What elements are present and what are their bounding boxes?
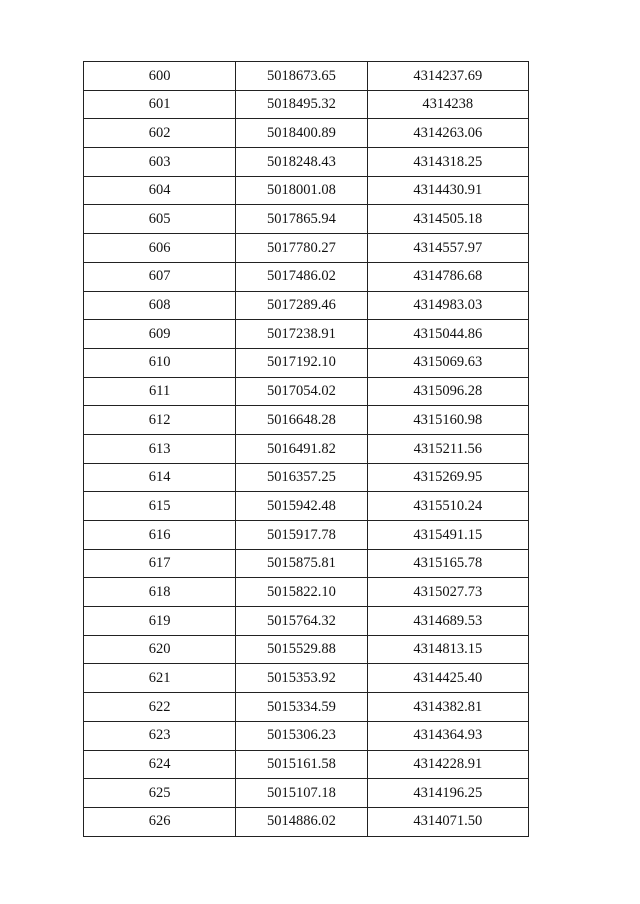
x-coordinate-cell: 5017238.91 [236, 320, 367, 349]
y-coordinate-cell: 4315211.56 [367, 434, 528, 463]
point-number-cell: 600 [84, 62, 236, 91]
point-number-cell: 619 [84, 607, 236, 636]
x-coordinate-cell: 5015942.48 [236, 492, 367, 521]
y-coordinate-cell: 4315069.63 [367, 348, 528, 377]
table-row [84, 262, 529, 291]
y-coordinate-cell: 4315269.95 [367, 463, 528, 492]
table-body [84, 62, 529, 837]
point-number-cell: 624 [84, 750, 236, 779]
point-number-cell: 606 [84, 234, 236, 263]
table-row [84, 807, 529, 836]
point-number-cell: 625 [84, 779, 236, 808]
table-row [84, 664, 529, 693]
point-number-cell: 618 [84, 578, 236, 607]
point-number-cell: 604 [84, 176, 236, 205]
table-row [84, 635, 529, 664]
x-coordinate-cell: 5017865.94 [236, 205, 367, 234]
x-coordinate-cell: 5017054.02 [236, 377, 367, 406]
point-number-cell: 608 [84, 291, 236, 320]
y-coordinate-cell: 4315510.24 [367, 492, 528, 521]
y-coordinate-cell: 4315044.86 [367, 320, 528, 349]
table-row [84, 693, 529, 722]
table-row [84, 463, 529, 492]
y-coordinate-cell: 4314430.91 [367, 176, 528, 205]
point-number-cell: 601 [84, 90, 236, 119]
x-coordinate-cell: 5018001.08 [236, 176, 367, 205]
y-coordinate-cell: 4315096.28 [367, 377, 528, 406]
x-coordinate-cell: 5017486.02 [236, 262, 367, 291]
point-number-cell: 611 [84, 377, 236, 406]
point-number-cell: 621 [84, 664, 236, 693]
y-coordinate-cell: 4314382.81 [367, 693, 528, 722]
point-number-cell: 602 [84, 119, 236, 148]
y-coordinate-cell: 4314786.68 [367, 262, 528, 291]
x-coordinate-cell: 5016491.82 [236, 434, 367, 463]
x-coordinate-cell: 5015107.18 [236, 779, 367, 808]
x-coordinate-cell: 5018400.89 [236, 119, 367, 148]
point-number-cell: 615 [84, 492, 236, 521]
x-coordinate-cell: 5015917.78 [236, 521, 367, 550]
point-number-cell: 616 [84, 521, 236, 550]
point-number-cell: 614 [84, 463, 236, 492]
point-number-cell: 623 [84, 721, 236, 750]
table-row [84, 549, 529, 578]
table-row [84, 607, 529, 636]
table-row [84, 377, 529, 406]
x-coordinate-cell: 5015529.88 [236, 635, 367, 664]
x-coordinate-cell: 5016357.25 [236, 463, 367, 492]
coordinate-table [83, 61, 529, 837]
table-row [84, 176, 529, 205]
table-row [84, 291, 529, 320]
y-coordinate-cell: 4314263.06 [367, 119, 528, 148]
x-coordinate-cell: 5015161.58 [236, 750, 367, 779]
y-coordinate-cell: 4314071.50 [367, 807, 528, 836]
y-coordinate-cell: 4315027.73 [367, 578, 528, 607]
y-coordinate-cell: 4314238 [367, 90, 528, 119]
y-coordinate-cell: 4314813.15 [367, 635, 528, 664]
y-coordinate-cell: 4314364.93 [367, 721, 528, 750]
point-number-cell: 605 [84, 205, 236, 234]
y-coordinate-cell: 4315491.15 [367, 521, 528, 550]
table-row [84, 750, 529, 779]
table-row [84, 62, 529, 91]
point-number-cell: 610 [84, 348, 236, 377]
table-row [84, 521, 529, 550]
point-number-cell: 609 [84, 320, 236, 349]
table-row [84, 90, 529, 119]
point-number-cell: 603 [84, 148, 236, 177]
table-row [84, 721, 529, 750]
x-coordinate-cell: 5017192.10 [236, 348, 367, 377]
x-coordinate-cell: 5016648.28 [236, 406, 367, 435]
point-number-cell: 607 [84, 262, 236, 291]
table-row [84, 205, 529, 234]
table-row [84, 148, 529, 177]
y-coordinate-cell: 4314689.53 [367, 607, 528, 636]
table-row [84, 320, 529, 349]
y-coordinate-cell: 4314228.91 [367, 750, 528, 779]
y-coordinate-cell: 4314983.03 [367, 291, 528, 320]
x-coordinate-cell: 5015875.81 [236, 549, 367, 578]
y-coordinate-cell: 4314505.18 [367, 205, 528, 234]
point-number-cell: 622 [84, 693, 236, 722]
x-coordinate-cell: 5018495.32 [236, 90, 367, 119]
x-coordinate-cell: 5018673.65 [236, 62, 367, 91]
y-coordinate-cell: 4314196.25 [367, 779, 528, 808]
y-coordinate-cell: 4314557.97 [367, 234, 528, 263]
point-number-cell: 626 [84, 807, 236, 836]
x-coordinate-cell: 5015353.92 [236, 664, 367, 693]
x-coordinate-cell: 5015334.59 [236, 693, 367, 722]
table-row [84, 406, 529, 435]
y-coordinate-cell: 4315165.78 [367, 549, 528, 578]
x-coordinate-cell: 5015764.32 [236, 607, 367, 636]
table-row [84, 434, 529, 463]
table-row [84, 234, 529, 263]
y-coordinate-cell: 4314425.40 [367, 664, 528, 693]
x-coordinate-cell: 5018248.43 [236, 148, 367, 177]
point-number-cell: 617 [84, 549, 236, 578]
x-coordinate-cell: 5015306.23 [236, 721, 367, 750]
x-coordinate-cell: 5015822.10 [236, 578, 367, 607]
y-coordinate-cell: 4314318.25 [367, 148, 528, 177]
table-row [84, 492, 529, 521]
y-coordinate-cell: 4314237.69 [367, 62, 528, 91]
x-coordinate-cell: 5017780.27 [236, 234, 367, 263]
table-row [84, 348, 529, 377]
table-row [84, 578, 529, 607]
table-row [84, 119, 529, 148]
y-coordinate-cell: 4315160.98 [367, 406, 528, 435]
point-number-cell: 613 [84, 434, 236, 463]
x-coordinate-cell: 5014886.02 [236, 807, 367, 836]
point-number-cell: 612 [84, 406, 236, 435]
point-number-cell: 620 [84, 635, 236, 664]
x-coordinate-cell: 5017289.46 [236, 291, 367, 320]
table-row [84, 779, 529, 808]
